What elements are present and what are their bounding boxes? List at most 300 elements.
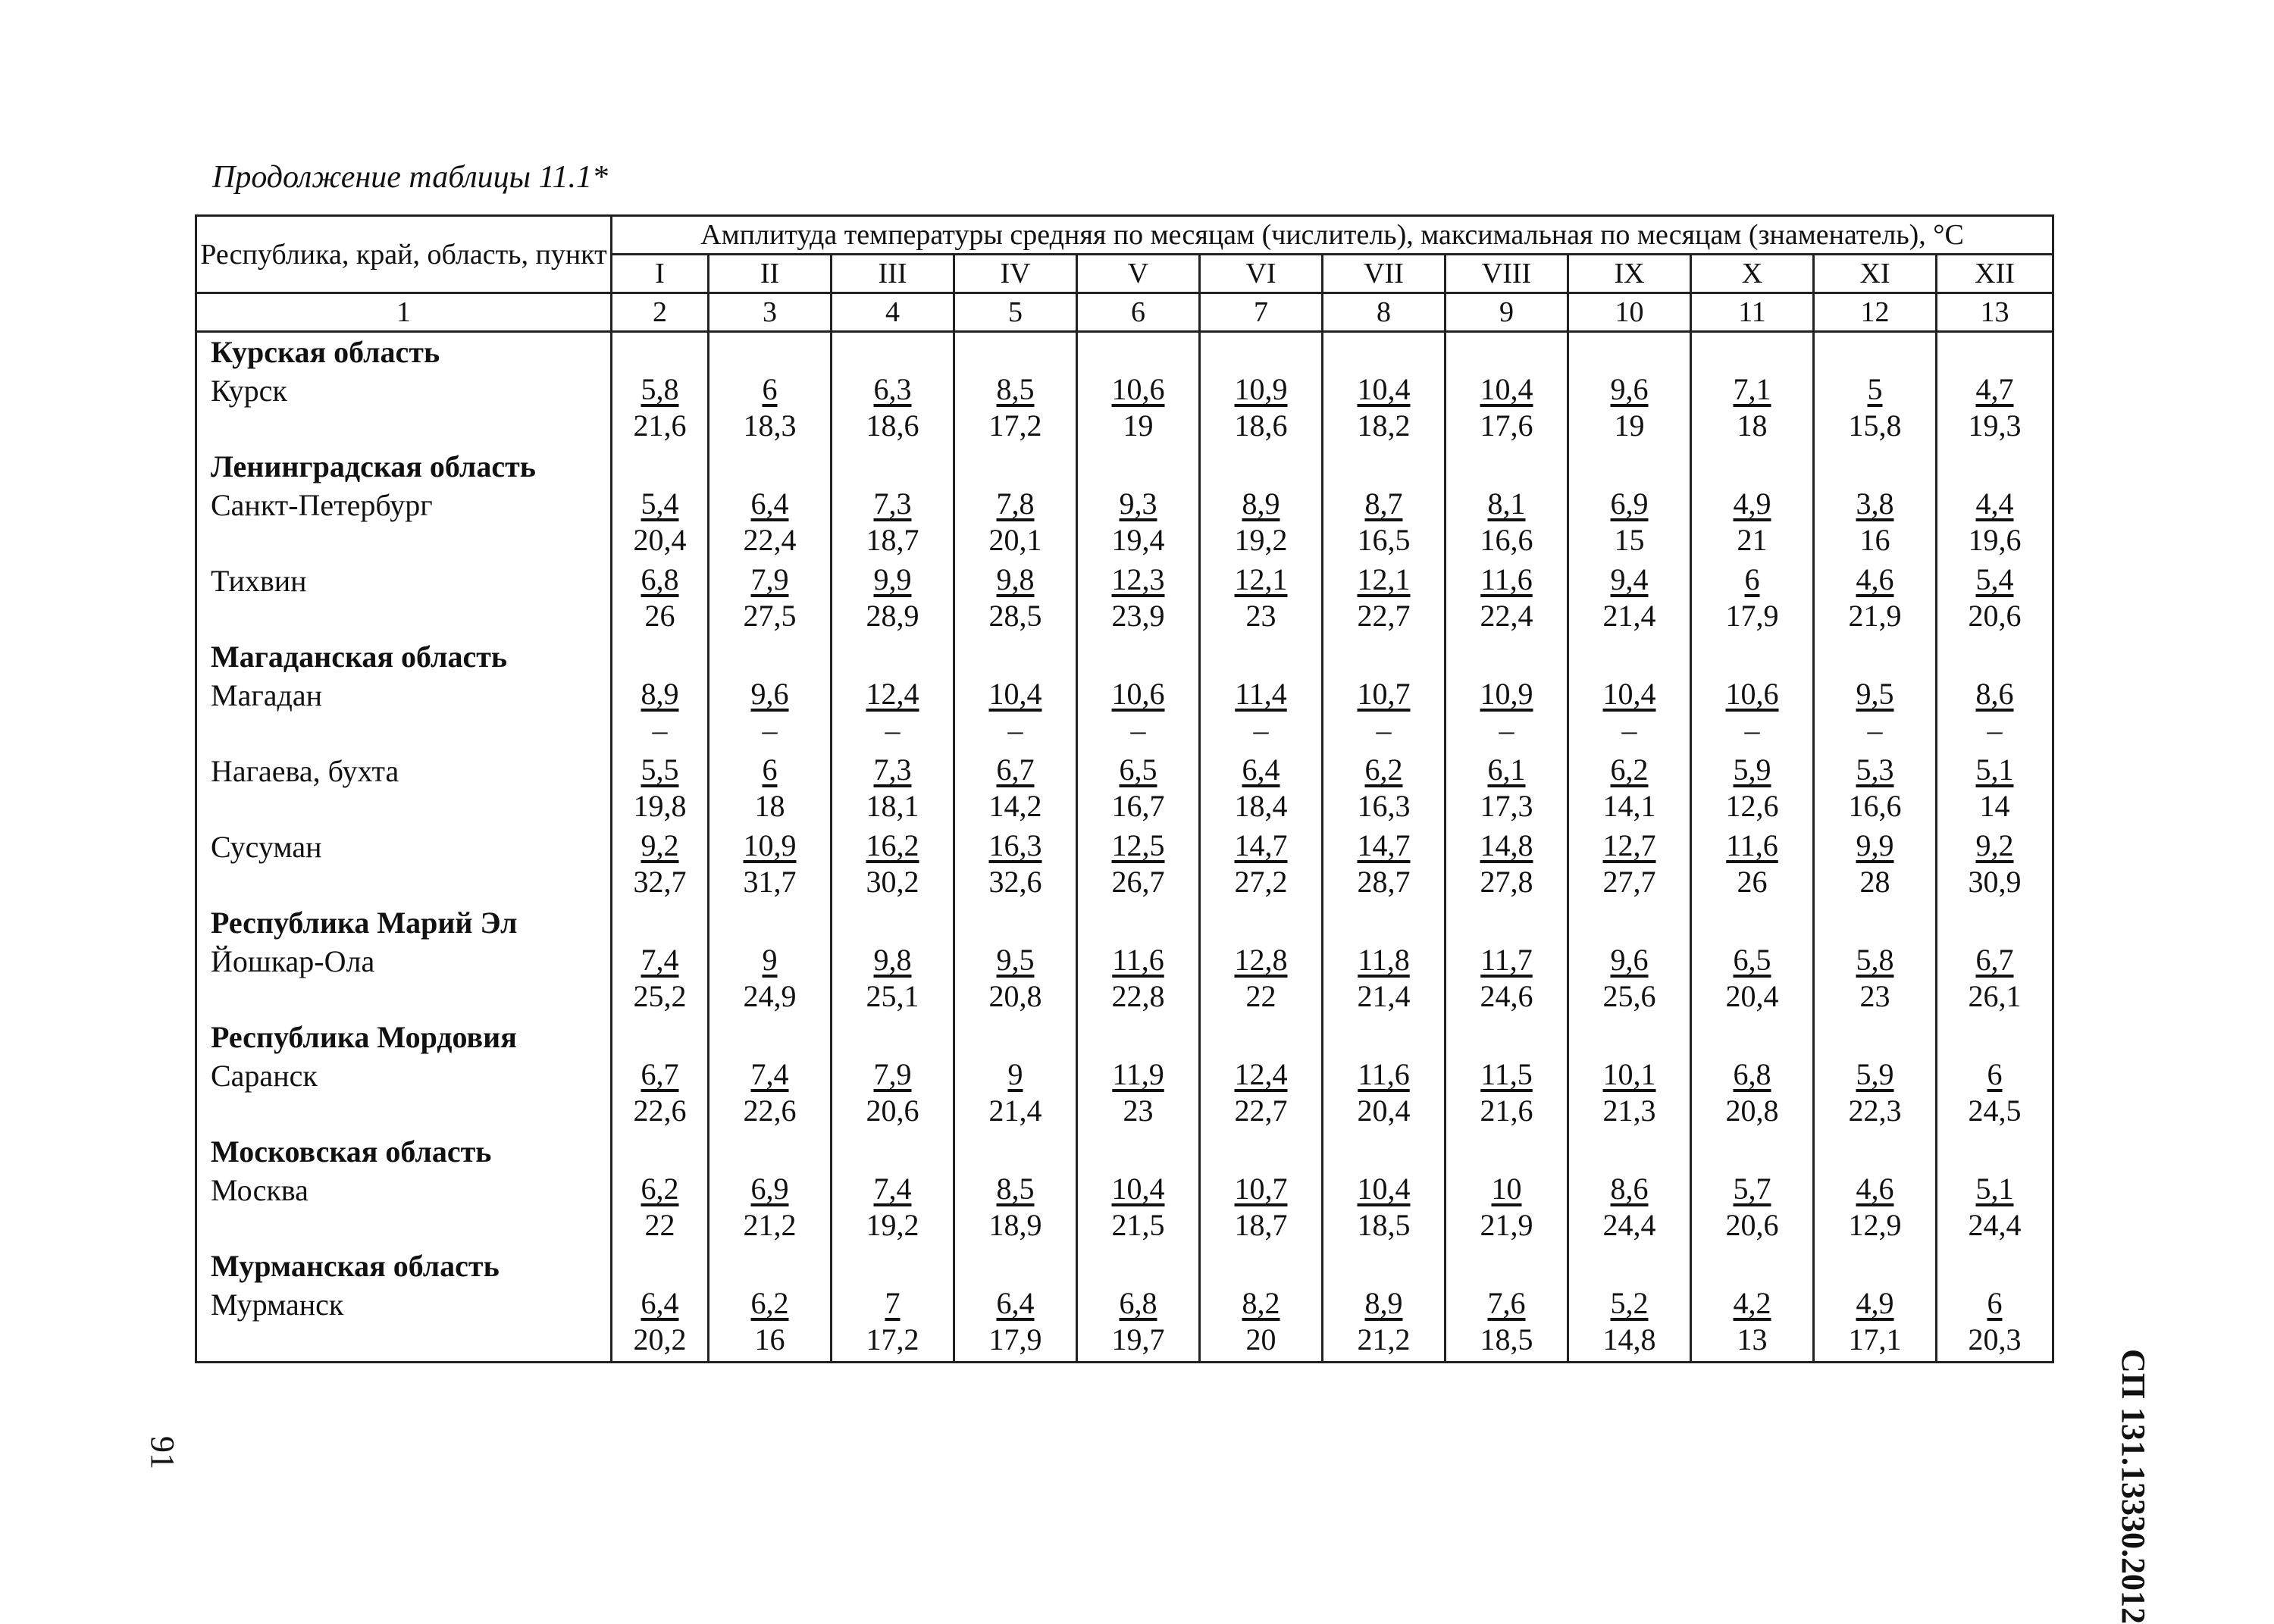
max-amplitude: 22,7 xyxy=(1357,599,1411,633)
max-amplitude: 21,4 xyxy=(988,1094,1042,1128)
mean-amplitude: 9,4 xyxy=(1610,562,1649,596)
max-amplitude: 20,4 xyxy=(633,523,687,557)
max-amplitude: 16,7 xyxy=(1111,789,1165,823)
mean-amplitude: 10,6 xyxy=(1111,677,1165,711)
max-amplitude: 16,6 xyxy=(1480,523,1533,557)
mean-amplitude: 12,3 xyxy=(1111,562,1165,596)
max-amplitude: 27,2 xyxy=(1234,865,1288,899)
max-amplitude: 28 xyxy=(1859,865,1890,899)
max-amplitude: 20,6 xyxy=(1968,599,2022,633)
max-amplitude: 17,9 xyxy=(1725,599,1779,633)
mean-amplitude: 6,4 xyxy=(996,1286,1035,1320)
place-name: Йошкар-Ола xyxy=(211,944,375,978)
mean-amplitude: 6 xyxy=(1744,562,1760,596)
max-amplitude: 20,3 xyxy=(1968,1322,2022,1356)
mean-amplitude: 6,3 xyxy=(873,372,912,406)
mean-amplitude: 6,2 xyxy=(641,1172,679,1206)
mean-amplitude: 8,9 xyxy=(641,677,679,711)
mean-amplitude: 6,4 xyxy=(1242,753,1280,787)
max-amplitude: 21,9 xyxy=(1848,599,1902,633)
mean-amplitude: 12,4 xyxy=(866,677,919,711)
column-number: 3 xyxy=(709,293,832,332)
max-amplitude: 20,6 xyxy=(1725,1208,1779,1242)
max-amplitude: 14,2 xyxy=(988,789,1042,823)
max-amplitude: 23,9 xyxy=(1111,599,1165,633)
mean-amplitude: 10,6 xyxy=(1725,677,1779,711)
max-amplitude: – xyxy=(1987,713,2003,747)
place-name: Мурманск xyxy=(211,1288,344,1322)
mean-amplitude: 10,6 xyxy=(1111,372,1165,406)
max-amplitude: 20,2 xyxy=(633,1322,687,1356)
month-header: XI xyxy=(1814,255,1937,293)
place-name: Саранск xyxy=(211,1059,318,1093)
max-amplitude: 23 xyxy=(1123,1094,1154,1128)
column-number: 9 xyxy=(1446,293,1568,332)
max-amplitude: 22 xyxy=(1245,979,1276,1013)
mean-amplitude: 10,4 xyxy=(1357,372,1411,406)
max-amplitude: 14,8 xyxy=(1602,1322,1656,1356)
mean-amplitude: 4,4 xyxy=(1975,487,2014,521)
mean-amplitude: 7,9 xyxy=(750,562,789,596)
max-amplitude: 18,6 xyxy=(866,408,919,443)
max-amplitude: 28,9 xyxy=(866,599,919,633)
mean-amplitude: 11,7 xyxy=(1480,943,1533,977)
max-amplitude: 15,8 xyxy=(1848,408,1902,443)
mean-amplitude: 14,7 xyxy=(1357,828,1411,862)
mean-amplitude: 10,9 xyxy=(1480,677,1533,711)
max-amplitude: 19,3 xyxy=(1968,408,2022,443)
mean-amplitude: 7,9 xyxy=(873,1057,912,1091)
mean-amplitude: 6,9 xyxy=(1610,487,1649,521)
max-amplitude: 24,6 xyxy=(1480,979,1533,1013)
month-column xyxy=(612,332,709,1363)
mean-amplitude: 11,6 xyxy=(1112,943,1164,977)
max-amplitude: 22,6 xyxy=(743,1094,797,1128)
max-amplitude: 23 xyxy=(1245,599,1276,633)
max-amplitude: 14,1 xyxy=(1602,789,1656,823)
max-amplitude: 21,4 xyxy=(1357,979,1411,1013)
mean-amplitude: 9,6 xyxy=(1610,943,1649,977)
max-amplitude: 19,2 xyxy=(866,1208,919,1242)
mean-amplitude: 7,1 xyxy=(1733,372,1771,406)
mean-amplitude: 12,8 xyxy=(1234,943,1288,977)
month-header: XII xyxy=(1937,255,2053,293)
mean-amplitude: 7,6 xyxy=(1487,1286,1526,1320)
max-amplitude: – xyxy=(1007,713,1023,747)
mean-amplitude: 6,5 xyxy=(1733,943,1771,977)
max-amplitude: 16,3 xyxy=(1357,789,1411,823)
month-column xyxy=(1077,332,1200,1363)
max-amplitude: 18,7 xyxy=(1234,1208,1288,1242)
region-name: Республика Марий Эл xyxy=(211,906,518,940)
place-name: Сусуман xyxy=(211,830,322,864)
mean-amplitude: 7,8 xyxy=(996,487,1035,521)
mean-amplitude: 9,8 xyxy=(996,562,1035,596)
column-number: 5 xyxy=(954,293,1077,332)
max-amplitude: 18,2 xyxy=(1357,408,1411,443)
mean-amplitude: 10,1 xyxy=(1602,1057,1656,1091)
max-amplitude: 19 xyxy=(1614,408,1645,443)
column-number: 1 xyxy=(196,293,612,332)
mean-amplitude: 6,4 xyxy=(641,1286,679,1320)
max-amplitude: 19,7 xyxy=(1111,1322,1165,1356)
mean-amplitude: 10 xyxy=(1491,1172,1522,1206)
month-header: V xyxy=(1077,255,1200,293)
mean-amplitude: 11,6 xyxy=(1726,828,1778,862)
region-name: Республика Мордовия xyxy=(211,1020,517,1054)
max-amplitude: 20,4 xyxy=(1357,1094,1411,1128)
max-amplitude: 27,8 xyxy=(1480,865,1533,899)
month-header: IX xyxy=(1568,255,1691,293)
max-amplitude: 20,4 xyxy=(1725,979,1779,1013)
column-number: 11 xyxy=(1691,293,1814,332)
mean-amplitude: 8,9 xyxy=(1242,487,1280,521)
region-name: Мурманская область xyxy=(211,1249,500,1283)
max-amplitude: 18,1 xyxy=(866,789,919,823)
mean-amplitude: 5,4 xyxy=(641,487,679,521)
mean-amplitude: 8,5 xyxy=(996,1172,1035,1206)
max-amplitude: 20,8 xyxy=(988,979,1042,1013)
mean-amplitude: 8,7 xyxy=(1364,487,1403,521)
mean-amplitude: 14,7 xyxy=(1234,828,1288,862)
max-amplitude: 18 xyxy=(754,789,785,823)
mean-amplitude: 6 xyxy=(1987,1286,2003,1320)
mean-amplitude: 9,9 xyxy=(873,562,912,596)
max-amplitude: 21,2 xyxy=(1357,1322,1411,1356)
max-amplitude: – xyxy=(1253,713,1269,747)
max-amplitude: 27,5 xyxy=(743,599,797,633)
month-column xyxy=(1937,332,2053,1363)
mean-amplitude: 12,7 xyxy=(1602,828,1656,862)
month-header: II xyxy=(709,255,832,293)
mean-amplitude: 12,1 xyxy=(1357,562,1411,596)
mean-amplitude: 5,8 xyxy=(1856,943,1894,977)
table-caption: Продолжение таблицы 11.1* xyxy=(212,160,608,195)
max-amplitude: 19,6 xyxy=(1968,523,2022,557)
mean-amplitude: 6,7 xyxy=(1975,943,2014,977)
mean-amplitude: 10,7 xyxy=(1234,1172,1288,1206)
max-amplitude: – xyxy=(1621,713,1637,747)
mean-amplitude: 10,4 xyxy=(1111,1172,1165,1206)
max-amplitude: – xyxy=(1744,713,1760,747)
max-amplitude: 22,3 xyxy=(1848,1094,1902,1128)
mean-amplitude: 8,5 xyxy=(996,372,1035,406)
mean-amplitude: 4,6 xyxy=(1856,562,1894,596)
mean-amplitude: 5,3 xyxy=(1856,753,1894,787)
mean-amplitude: 6,8 xyxy=(1733,1057,1771,1091)
mean-amplitude: 11,6 xyxy=(1480,562,1533,596)
place-name: Тихвин xyxy=(211,564,307,598)
max-amplitude: 16,6 xyxy=(1848,789,1902,823)
mean-amplitude: 4,9 xyxy=(1733,487,1771,521)
max-amplitude: 22,4 xyxy=(1480,599,1533,633)
mean-amplitude: 11,5 xyxy=(1480,1057,1533,1091)
max-amplitude: 21,4 xyxy=(1602,599,1656,633)
place-name: Магадан xyxy=(211,678,322,712)
max-amplitude: 18,3 xyxy=(743,408,797,443)
max-amplitude: – xyxy=(1130,713,1146,747)
max-amplitude: – xyxy=(1376,713,1392,747)
max-amplitude: 18,4 xyxy=(1234,789,1288,823)
max-amplitude: 27,7 xyxy=(1602,865,1656,899)
mean-amplitude: 10,7 xyxy=(1357,677,1411,711)
month-header: X xyxy=(1691,255,1814,293)
mean-amplitude: 9,3 xyxy=(1119,487,1157,521)
table-row xyxy=(196,332,2053,1363)
column-number: 4 xyxy=(832,293,954,332)
column-number: 7 xyxy=(1200,293,1323,332)
place-column xyxy=(196,332,612,1363)
month-header: VII xyxy=(1323,255,1446,293)
max-amplitude: 24,4 xyxy=(1602,1208,1656,1242)
mean-amplitude: 4,7 xyxy=(1975,372,2014,406)
mean-amplitude: 6,4 xyxy=(750,487,789,521)
max-amplitude: 21,6 xyxy=(633,408,687,443)
max-amplitude: 17,6 xyxy=(1480,408,1533,443)
column-number: 8 xyxy=(1323,293,1446,332)
max-amplitude: 20,6 xyxy=(866,1094,919,1128)
mean-amplitude: 11,8 xyxy=(1358,943,1410,977)
max-amplitude: 22,6 xyxy=(633,1094,687,1128)
mean-amplitude: 4,2 xyxy=(1733,1286,1771,1320)
month-header: I xyxy=(612,255,709,293)
column-number: 13 xyxy=(1937,293,2053,332)
page-number: 91 xyxy=(144,1436,181,1469)
mean-amplitude: 14,8 xyxy=(1480,828,1533,862)
max-amplitude: 21,6 xyxy=(1480,1094,1533,1128)
max-amplitude: 25,1 xyxy=(866,979,919,1013)
max-amplitude: 18 xyxy=(1737,408,1768,443)
max-amplitude: 26 xyxy=(1737,865,1768,899)
max-amplitude: – xyxy=(762,713,778,747)
max-amplitude: 24,4 xyxy=(1968,1208,2022,1242)
max-amplitude: 26,7 xyxy=(1111,865,1165,899)
mean-amplitude: 5,4 xyxy=(1975,562,2014,596)
max-amplitude: 17,1 xyxy=(1848,1322,1902,1356)
mean-amplitude: 6,5 xyxy=(1119,753,1157,787)
max-amplitude: 12,6 xyxy=(1725,789,1779,823)
max-amplitude: 24,5 xyxy=(1968,1094,2022,1128)
month-column xyxy=(1814,332,1937,1363)
max-amplitude: 20,1 xyxy=(988,523,1042,557)
header-place: Республика, край, область, пункт xyxy=(196,216,612,293)
place-name: Москва xyxy=(211,1173,309,1207)
max-amplitude: 16 xyxy=(1859,523,1890,557)
max-amplitude: 18,5 xyxy=(1357,1208,1411,1242)
mean-amplitude: 9,5 xyxy=(996,943,1035,977)
mean-amplitude: 5,8 xyxy=(641,372,679,406)
max-amplitude: 26,1 xyxy=(1968,979,2022,1013)
mean-amplitude: 6 xyxy=(762,753,778,787)
mean-amplitude: 12,4 xyxy=(1234,1057,1288,1091)
mean-amplitude: 4,6 xyxy=(1856,1172,1894,1206)
mean-amplitude: 5,1 xyxy=(1975,1172,2014,1206)
mean-amplitude: 9,6 xyxy=(1610,372,1649,406)
max-amplitude: 28,7 xyxy=(1357,865,1411,899)
month-header: VI xyxy=(1200,255,1323,293)
mean-amplitude: 7,3 xyxy=(873,753,912,787)
mean-amplitude: 9 xyxy=(762,943,778,977)
mean-amplitude: 5,9 xyxy=(1733,753,1771,787)
mean-amplitude: 10,4 xyxy=(1357,1172,1411,1206)
month-column xyxy=(832,332,954,1363)
max-amplitude: 20,8 xyxy=(1725,1094,1779,1128)
mean-amplitude: 10,4 xyxy=(1480,372,1533,406)
mean-amplitude: 5,7 xyxy=(1733,1172,1771,1206)
max-amplitude: 15 xyxy=(1614,523,1645,557)
mean-amplitude: 7,4 xyxy=(641,943,679,977)
max-amplitude: 30,9 xyxy=(1968,865,2022,899)
max-amplitude: 22,8 xyxy=(1111,979,1165,1013)
max-amplitude: – xyxy=(1867,713,1883,747)
mean-amplitude: 5 xyxy=(1867,372,1883,406)
month-column xyxy=(1446,332,1568,1363)
month-column xyxy=(1691,332,1814,1363)
mean-amplitude: 4,9 xyxy=(1856,1286,1894,1320)
max-amplitude: 17,9 xyxy=(988,1322,1042,1356)
max-amplitude: 24,9 xyxy=(743,979,797,1013)
mean-amplitude: 16,2 xyxy=(866,828,919,862)
month-header: VIII xyxy=(1446,255,1568,293)
mean-amplitude: 9,9 xyxy=(1856,828,1894,862)
mean-amplitude: 11,9 xyxy=(1112,1057,1164,1091)
mean-amplitude: 7 xyxy=(885,1286,901,1320)
mean-amplitude: 6,2 xyxy=(750,1286,789,1320)
mean-amplitude: 6,8 xyxy=(641,562,679,596)
max-amplitude: 17,2 xyxy=(988,408,1042,443)
mean-amplitude: 12,5 xyxy=(1111,828,1165,862)
max-amplitude: 19,4 xyxy=(1111,523,1165,557)
max-amplitude: 25,6 xyxy=(1602,979,1656,1013)
max-amplitude: 20 xyxy=(1245,1322,1276,1356)
mean-amplitude: 11,4 xyxy=(1235,677,1287,711)
max-amplitude: 28,5 xyxy=(988,599,1042,633)
month-header: III xyxy=(832,255,954,293)
mean-amplitude: 6,2 xyxy=(1610,753,1649,787)
place-name: Санкт-Петербург xyxy=(211,488,433,522)
max-amplitude: 19 xyxy=(1123,408,1154,443)
max-amplitude: 26 xyxy=(644,599,675,633)
mean-amplitude: 7,4 xyxy=(873,1172,912,1206)
mean-amplitude: 6,7 xyxy=(641,1057,679,1091)
max-amplitude: 18,9 xyxy=(988,1208,1042,1242)
max-amplitude: 22 xyxy=(644,1208,675,1242)
max-amplitude: 21,2 xyxy=(743,1208,797,1242)
max-amplitude: 16 xyxy=(754,1322,785,1356)
max-amplitude: 21,5 xyxy=(1111,1208,1165,1242)
max-amplitude: 32,7 xyxy=(633,865,687,899)
mean-amplitude: 10,4 xyxy=(1602,677,1656,711)
mean-amplitude: 6,1 xyxy=(1487,753,1526,787)
mean-amplitude: 6,8 xyxy=(1119,1286,1157,1320)
max-amplitude: 21,3 xyxy=(1602,1094,1656,1128)
max-amplitude: 12,9 xyxy=(1848,1208,1902,1242)
month-column xyxy=(709,332,832,1363)
max-amplitude: 17,3 xyxy=(1480,789,1533,823)
mean-amplitude: 5,5 xyxy=(641,753,679,787)
max-amplitude: 18,6 xyxy=(1234,408,1288,443)
mean-amplitude: 9,8 xyxy=(873,943,912,977)
mean-amplitude: 6,2 xyxy=(1364,753,1403,787)
mean-amplitude: 8,1 xyxy=(1487,487,1526,521)
mean-amplitude: 10,9 xyxy=(1234,372,1288,406)
max-amplitude: 19,8 xyxy=(633,789,687,823)
max-amplitude: 25,2 xyxy=(633,979,687,1013)
mean-amplitude: 10,4 xyxy=(988,677,1042,711)
region-name: Ленинградская область xyxy=(211,449,536,483)
max-amplitude: – xyxy=(885,713,901,747)
mean-amplitude: 3,8 xyxy=(1856,487,1894,521)
mean-amplitude: 9 xyxy=(1007,1057,1023,1091)
mean-amplitude: 8,6 xyxy=(1975,677,2014,711)
mean-amplitude: 8,9 xyxy=(1364,1286,1403,1320)
month-column xyxy=(954,332,1077,1363)
column-number: 2 xyxy=(612,293,709,332)
column-number: 6 xyxy=(1077,293,1200,332)
mean-amplitude: 8,2 xyxy=(1242,1286,1280,1320)
mean-amplitude: 9,6 xyxy=(750,677,789,711)
place-name: Нагаева, бухта xyxy=(211,754,399,788)
mean-amplitude: 6,9 xyxy=(750,1172,789,1206)
max-amplitude: 23 xyxy=(1859,979,1890,1013)
table-body xyxy=(196,332,2053,1363)
mean-amplitude: 5,2 xyxy=(1610,1286,1649,1320)
month-column xyxy=(1200,332,1323,1363)
mean-amplitude: 6,7 xyxy=(996,753,1035,787)
mean-amplitude: 5,9 xyxy=(1856,1057,1894,1091)
mean-amplitude: 6 xyxy=(762,372,778,406)
region-name: Курская область xyxy=(211,335,440,369)
mean-amplitude: 11,6 xyxy=(1358,1057,1410,1091)
month-header: IV xyxy=(954,255,1077,293)
mean-amplitude: 10,9 xyxy=(743,828,797,862)
max-amplitude: 21,9 xyxy=(1480,1208,1533,1242)
month-column xyxy=(1568,332,1691,1363)
max-amplitude: 17,2 xyxy=(866,1322,919,1356)
column-number: 12 xyxy=(1814,293,1937,332)
max-amplitude: 30,2 xyxy=(866,865,919,899)
max-amplitude: 18,7 xyxy=(866,523,919,557)
max-amplitude: 18,5 xyxy=(1480,1322,1533,1356)
mean-amplitude: 16,3 xyxy=(988,828,1042,862)
climate-table xyxy=(195,214,2054,1363)
mean-amplitude: 12,1 xyxy=(1234,562,1288,596)
mean-amplitude: 5,1 xyxy=(1975,753,2014,787)
mean-amplitude: 9,2 xyxy=(1975,828,2014,862)
mean-amplitude: 9,5 xyxy=(1856,677,1894,711)
month-column xyxy=(1323,332,1446,1363)
mean-amplitude: 7,3 xyxy=(873,487,912,521)
document-code: СП 131.13330.2012 xyxy=(2115,1349,2152,1624)
place-name: Курск xyxy=(211,374,287,408)
max-amplitude: 13 xyxy=(1737,1322,1768,1356)
mean-amplitude: 9,2 xyxy=(641,828,679,862)
max-amplitude: 31,7 xyxy=(743,865,797,899)
column-number: 10 xyxy=(1568,293,1691,332)
region-name: Московская область xyxy=(211,1134,492,1169)
max-amplitude: 32,6 xyxy=(988,865,1042,899)
header-amplitude: Амплитуда температуры средняя по месяцам (числитель), максимальная по месяцам (знаменатель), °С xyxy=(612,216,2053,255)
mean-amplitude: 6 xyxy=(1987,1057,2003,1091)
max-amplitude: – xyxy=(1499,713,1514,747)
max-amplitude: 21 xyxy=(1737,523,1768,557)
max-amplitude: 16,5 xyxy=(1357,523,1411,557)
mean-amplitude: 7,4 xyxy=(750,1057,789,1091)
max-amplitude: – xyxy=(652,713,668,747)
mean-amplitude: 8,6 xyxy=(1610,1172,1649,1206)
max-amplitude: 19,2 xyxy=(1234,523,1288,557)
max-amplitude: 22,4 xyxy=(743,523,797,557)
